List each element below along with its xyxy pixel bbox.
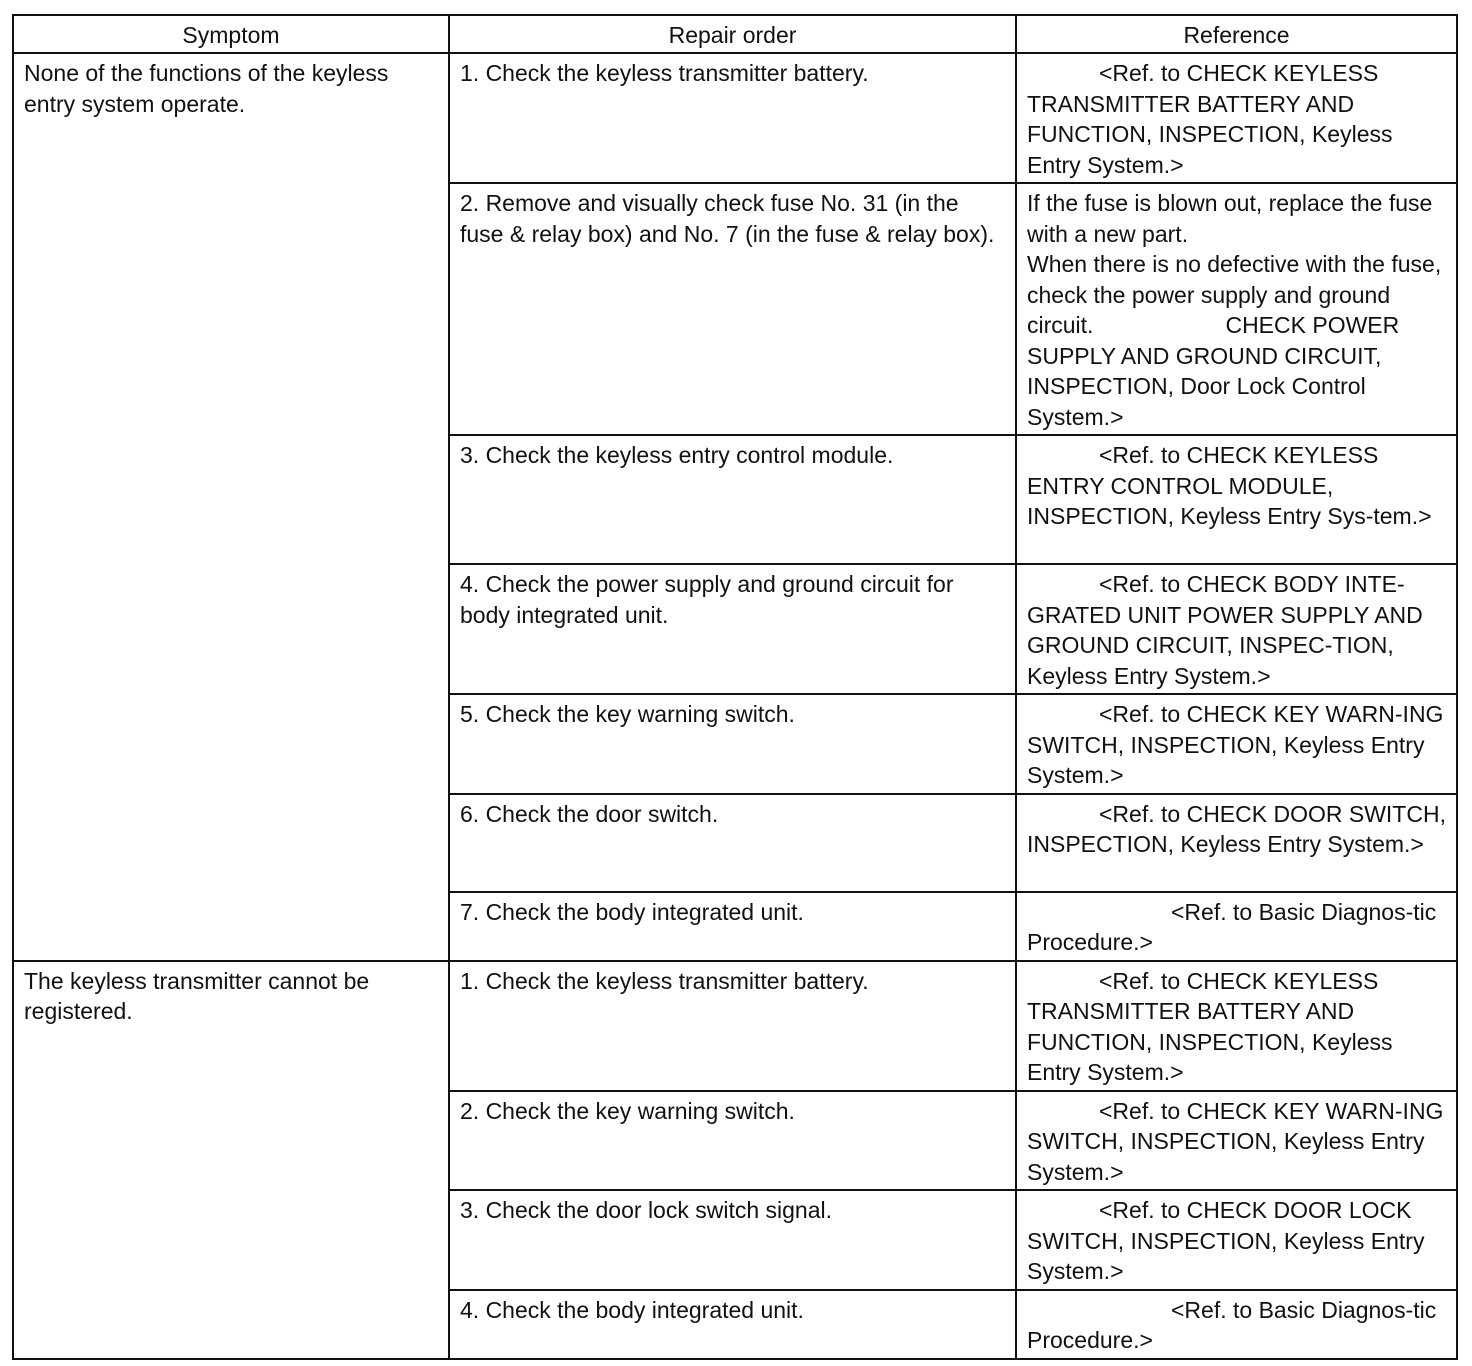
symptom-cell: The keyless transmitter cannot be registered. [13,961,449,1359]
ref-prefix: <Ref. to [1099,60,1181,86]
ref-link[interactable]: CHECK DOOR SWITCH, INSPECTION, Keyless Entry System.> [1027,800,1446,857]
ref-prefix: <Ref. to [1099,701,1181,727]
ref-prefix: <Ref. to [1171,1296,1253,1323]
repair-step-cell: 1. Check the keyless transmitter battery. [449,53,1016,183]
ref-link[interactable]: CHECK POWER SUPPLY AND GROUND CIRCUIT, INSPECTION, Door Lock Control System.> [1027,312,1400,430]
reference-cell [1016,694,1457,794]
repair-step-cell: 3. Check the keyless entry control module. [449,435,1016,564]
ref-link[interactable]: Basic Diagnos-tic Procedure.> [1027,898,1437,955]
table-body [13,53,1457,1359]
ref-link[interactable]: CHECK KEYLESS TRANSMITTER BATTERY AND FUNCTION, INSPECTION, Keyless Entry System.> [1027,60,1393,178]
diagnosis-table [12,14,1458,1360]
header-row [13,15,1457,53]
reference-cell [1016,1190,1457,1290]
table-header [13,15,1457,53]
ref-prefix: <Ref. to [1099,442,1181,468]
ref-link[interactable]: CHECK BODY INTE-GRATED UNIT POWER SUPPLY AND GROUND CIRCUIT, INSPEC-TION, Keyless Entry System.> [1027,571,1423,689]
reference-cell [1016,435,1457,564]
ref-link[interactable]: CHECK KEYLESS TRANSMITTER BATTERY AND FUNCTION, INSPECTION, Keyless Entry System.> [1027,967,1393,1085]
repair-step-cell: 3. Check the door lock switch signal. [449,1190,1016,1290]
repair-step-cell: 5. Check the key warning switch. [449,694,1016,794]
ref-prefix: <Ref. to [1099,571,1181,597]
repair-step-cell: 6. Check the door switch. [449,794,1016,892]
reference-cell [1016,564,1457,694]
ref-link[interactable]: CHECK KEY WARN-ING SWITCH, INSPECTION, Keyless Entry System.> [1027,1097,1444,1185]
repair-step-cell: 4. Check the body integrated unit. [449,1290,1016,1359]
ref-prefix: <Ref. to [1099,1197,1181,1223]
symptom-cell: None of the functions of the keyless entry system operate. [13,53,449,961]
table-row [13,53,1457,183]
header-repair-order: Repair order [449,15,1016,53]
repair-step-cell: 7. Check the body integrated unit. [449,892,1016,961]
header-reference: Reference [1016,15,1457,53]
ref-prefix: <Ref. to [1171,898,1253,925]
reference-cell [1016,1290,1457,1359]
reference-cell [1016,794,1457,892]
header-symptom: Symptom [13,15,449,53]
ref-prefix: <Ref. to [1099,1097,1181,1124]
ref-lead-2: When there is no defective with the fuse, check the power supply and ground circuit. [1027,251,1442,338]
repair-step-cell: 2. Remove and visually check fuse No. 31 (in the fuse & relay box) and No. 7 (in the fuse & relay box). [449,183,1016,435]
ref-link[interactable]: Basic Diagnos-tic Procedure.> [1027,1296,1437,1353]
repair-step-cell: 1. Check the keyless transmitter battery. [449,961,1016,1091]
reference-cell [1016,961,1457,1091]
reference-cell [1016,53,1457,183]
ref-prefix: <Ref. to [1099,967,1181,994]
ref-prefix: <Ref. to [1099,800,1181,827]
repair-step-cell: 4. Check the power supply and ground circuit for body integrated unit. [449,564,1016,694]
repair-step-cell: 2. Check the key warning switch. [449,1091,1016,1191]
table-row [13,961,1457,1091]
reference-cell [1016,892,1457,961]
reference-cell [1016,183,1457,435]
reference-cell [1016,1091,1457,1191]
ref-lead: If the fuse is blown out, replace the fuse with a new part. [1027,190,1433,247]
ref-link[interactable]: CHECK KEYLESS ENTRY CONTROL MODULE, INSPECTION, Keyless Entry Sys-tem.> [1027,442,1432,529]
ref-link[interactable]: CHECK DOOR LOCK SWITCH, INSPECTION, Keyless Entry System.> [1027,1197,1425,1284]
ref-link[interactable]: CHECK KEY WARN-ING SWITCH, INSPECTION, Keyless Entry System.> [1027,701,1444,788]
